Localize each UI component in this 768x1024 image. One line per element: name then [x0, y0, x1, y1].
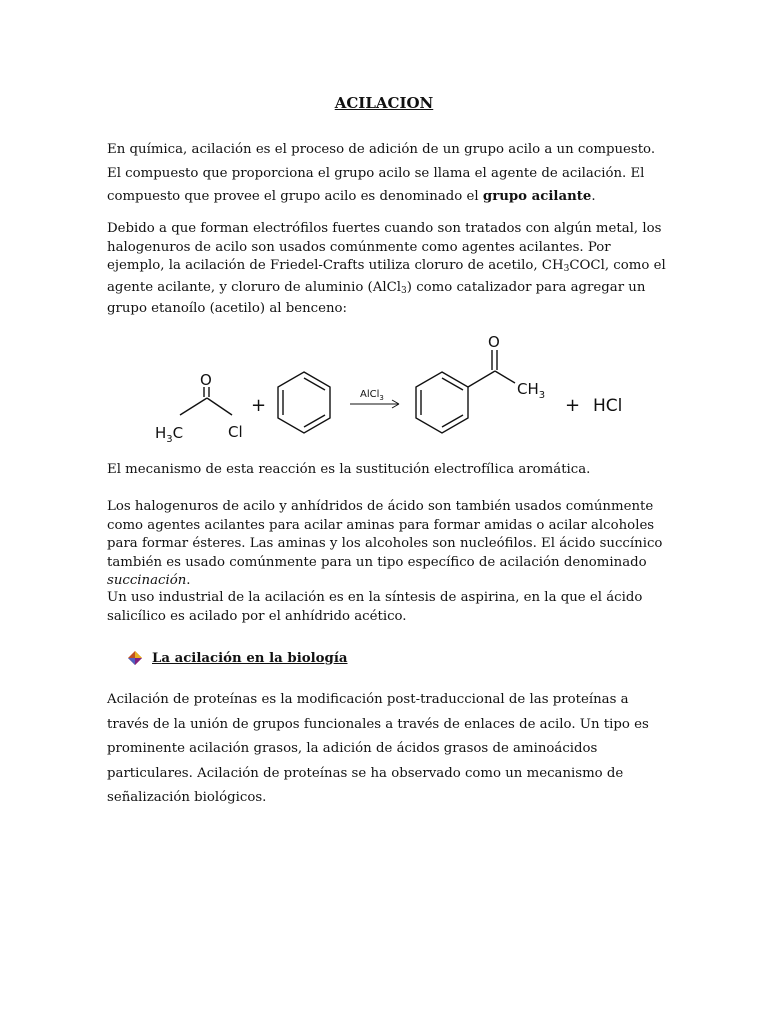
ketone-oxygen-label: O — [488, 333, 500, 351]
methyl-h: H — [155, 424, 167, 442]
bold-term-grupo-acilante: grupo acilante — [482, 189, 592, 204]
methyl-group-subscript: 3 — [538, 390, 546, 401]
methyl-c: C — [172, 424, 184, 442]
paragraph-acylating-agents — [107, 498, 667, 591]
methyl-group-label — [517, 380, 545, 401]
plus-sign: + — [251, 395, 267, 416]
paragraph-friedel-crafts-part-c: ) como catalizador para agregar un grupo etanoílo (acetilo) al benceno: — [107, 279, 646, 316]
methyl-subscript: 3 — [166, 434, 173, 445]
diamond-bullet-icon — [127, 650, 143, 666]
paragraph-definition — [107, 138, 667, 209]
subscript: 3 — [401, 285, 407, 296]
section-heading-biology — [127, 648, 348, 668]
chlorine-label: Cl — [228, 423, 243, 441]
paragraph-mechanism: El mecanismo de esta reacción es la sustitución electrofílica aromática. — [107, 462, 591, 477]
reaction-arrow-icon — [350, 400, 399, 408]
paragraph-aspirin: Un uso industrial de la acilación es en la síntesis de aspirina, en la que el ácido salicílico es acilado por el anhídrido acético. — [107, 590, 643, 624]
paragraph-definition-text: En química, acilación es el proceso de adición de un grupo acilo a un compuesto. El compuesto que proporciona el grupo acilo se llama el agente de acilación. El compuesto que provee el grupo acilo es denominado el — [107, 142, 656, 204]
paragraph-friedel-crafts — [107, 220, 667, 319]
catalyst-label — [360, 389, 384, 402]
acetyl-chloride-structure — [180, 387, 232, 415]
italic-term-succinacion: succinación — [107, 573, 187, 588]
subscript: 3 — [563, 264, 570, 274]
oxygen-label: O — [200, 371, 212, 389]
methyl-group-main: CH — [517, 380, 539, 398]
paragraph-acylating-agents-end: . — [186, 573, 191, 588]
reaction-scheme-diagram — [140, 325, 640, 450]
paragraph-definition-end: . — [591, 189, 596, 204]
hcl-label: HCl — [593, 396, 623, 416]
benzene-structure — [278, 372, 330, 433]
catalyst-main: AlCl — [360, 389, 380, 400]
section-heading-label: La acilación en la biología — [152, 650, 348, 666]
plus-sign: + — [565, 395, 581, 416]
paragraph-protein-acylation: Acilación de proteínas es la modificación post-traduccional de las proteínas a través de la unión de grupos funcionales a través de enlaces de acilo. Un tipo es prominente acilación grasos, la adición de ácidos grasos de aminoácidos particulares. Acilación de proteínas se ha observado como un mecanismo de señalización biológicos. — [107, 692, 649, 805]
methyl-label — [155, 424, 183, 445]
acetophenone-structure — [416, 350, 515, 433]
paragraph-friedel-crafts-part-b: COCl, como el agente acilante, y cloruro de aluminio (AlCl — [107, 258, 666, 295]
paragraph-acylating-agents-text: Los halogenuros de acilo y anhídridos de ácido son también usados comúnmente como agentes acilantes para acilar aminas para formar amidas o acilar alcoholes para formar ésteres. Las aminas y los alcoholes son nucleófilos. El ácido succínico también es usado comúnmente para un tipo específico de acilación denominado — [107, 499, 663, 570]
paragraph-friedel-crafts-part-a: Debido a que forman electrófilos fuertes cuando son tratados con algún metal, los halogenuros de acilo son usados comúnmente como agentes acilantes. Por ejemplo, la acilación de Friedel-Crafts utiliza cloruro de acetilo, CH — [107, 221, 662, 273]
catalyst-subscript: 3 — [379, 394, 384, 402]
page-title: ACILACION — [334, 94, 434, 112]
